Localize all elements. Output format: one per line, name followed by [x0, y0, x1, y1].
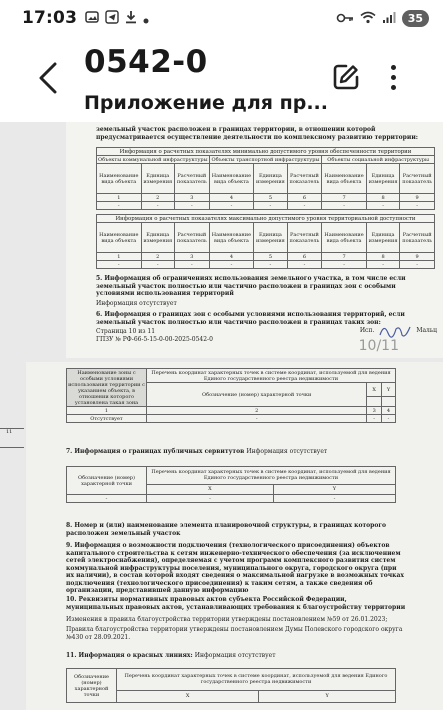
table-cell: 9 — [400, 253, 435, 261]
table-cell: - — [97, 261, 142, 269]
section-11-title: 11. Информация о красных линиях: — [66, 652, 193, 659]
point-header: Обозначение (номер) характерной точки — [67, 669, 117, 703]
table-cell: 2 — [141, 194, 174, 202]
table-cell: 8 — [366, 253, 399, 261]
signal-icon — [382, 9, 396, 28]
x-header: X — [117, 690, 259, 702]
column-header: Единица измерения — [141, 164, 174, 194]
gallery-icon — [85, 9, 99, 28]
column-header: Наименование вида объекта — [322, 223, 367, 253]
section-11-value: Информация отсутствует — [194, 652, 276, 659]
coords-header: Перечень координат характерных точек в системе координат, используемой для ведения Единого государственного реестра недвижимости — [147, 369, 396, 383]
table-cell: 2 — [141, 253, 174, 261]
table-cell: 1 — [67, 407, 147, 415]
intro-text: земельный участок расположен в границах территории, в отношении которой предусматривается осуществление деятельности по комплексному развитию территории: — [96, 126, 418, 141]
table-cell: - — [287, 261, 322, 269]
section-10-heading: 10. Реквизиты нормативных правовых актов субъекта Российской Федерации, муниципальных правовых актов, устанавливающих требования к благоустройству территории — [66, 596, 406, 611]
telegram-icon — [105, 9, 119, 28]
table-cell: - — [254, 202, 287, 210]
back-button[interactable] — [30, 60, 66, 96]
column-header: Единица измерения — [141, 223, 174, 253]
page-title: 0542-0 — [84, 44, 208, 80]
table-cell: - — [322, 202, 367, 210]
section-8-heading: 8. Номер и (или) наименование элемента планировочной структуры, в границах которого расположен земельный участок — [66, 522, 387, 537]
section-10-item: Правила благоустройства территории утверждены постановлением Думы Полевского городского округа №430 от 28.09.2021. — [66, 626, 403, 641]
table-cell: - — [366, 261, 399, 269]
edit-button[interactable] — [329, 60, 363, 94]
column-header: Единица измерения — [254, 164, 287, 194]
table-row — [97, 261, 435, 269]
document-viewer[interactable] — [0, 122, 443, 710]
table-cell: - — [141, 261, 174, 269]
key-icon — [336, 9, 354, 28]
table-cell: 7 — [322, 194, 367, 202]
section-10-item: Изменения в правила благоустройства территории утверждены постановлением №59 от 26.01.2023; — [66, 616, 388, 623]
underlying-page-fragment: 11 — [0, 428, 24, 448]
table-cell: 3 — [174, 194, 209, 202]
point-header: Обозначение (номер) характерной точки — [147, 383, 367, 407]
chevron-left-icon — [37, 62, 59, 94]
table-cell: 6 — [287, 253, 322, 261]
more-dot-icon — [391, 75, 396, 80]
table-row — [97, 253, 435, 261]
y-header: Y — [381, 383, 395, 397]
table-cell: Отсутствует — [67, 415, 147, 423]
table-cell: - — [174, 202, 209, 210]
table-caption: Информация о расчетных показателях минимально допустимого уровня обеспеченности территории — [97, 148, 435, 156]
table-cell: 1 — [97, 253, 142, 261]
wifi-icon — [360, 9, 376, 28]
table-cell: - — [322, 261, 367, 269]
column-header: Единица измерения — [254, 223, 287, 253]
section-9-heading: 9. Информация о возможности подключения (технологического присоединения) объектов капитального строительства к сетям инженерно-технического обеспечения (за исключением сетей электроснабжения), определяемая с учетом программ комплексного развития систем коммунальной инфраструктуры поселения, муниципального округа, городского округа (при их наличии), в состав которой входят сведения о максимальной нагрузке в возможных точках подключения (технологического присоединения) к таким сетям, а также сведения об организации, представившей данную информацию — [66, 542, 404, 594]
max-indicators-table — [96, 214, 435, 269]
x-header: X — [147, 484, 274, 494]
column-header: Расчетный показатель — [174, 223, 209, 253]
page-reference: Страница 10 из 11 — [96, 328, 156, 335]
column-header: Расчетный показатель — [174, 164, 209, 194]
document-page — [26, 362, 443, 710]
table-row — [97, 202, 435, 210]
x-header: X — [367, 383, 382, 397]
signer-label: Исп. — [359, 327, 375, 335]
table-cell: 4 — [209, 253, 254, 261]
table-cell: 4 — [381, 407, 395, 415]
table-group-header: Объекты коммунальной инфраструктуры — [98, 156, 208, 163]
edit-icon — [332, 63, 360, 91]
table-cell: - — [209, 261, 254, 269]
table-cell: 6 — [287, 194, 322, 202]
notification-icons — [85, 9, 149, 28]
table-row: - - - — [67, 495, 396, 503]
section-11-heading — [66, 652, 276, 660]
column-header: Наименование вида объекта — [322, 164, 367, 194]
table-cell: 9 — [400, 194, 435, 202]
coords-header: Перечень координат характерных точек в системе координат, используемой для ведения Единого государственного реестра недвижимости — [117, 669, 396, 691]
point-header: Обозначение (номер) характерной точки — [67, 467, 147, 495]
table-cell: - — [287, 202, 322, 210]
table-cell: 2 — [147, 407, 367, 415]
table-row — [67, 407, 396, 415]
dot-icon — [143, 9, 149, 28]
section-7-value: Информация отсутствует — [246, 448, 328, 455]
status-bar — [0, 0, 443, 36]
table-cell: - — [209, 202, 254, 210]
system-icons — [336, 9, 429, 28]
section-6-heading: 6. Информация о границах зон с особыми условиями использования территорий, если земельный участок полностью или частично расположен в границах таких зон: — [96, 311, 405, 326]
table-row — [97, 194, 435, 202]
column-header: Расчетный показатель — [400, 223, 435, 253]
table-cell: 5 — [254, 253, 287, 261]
table-cell: 4 — [209, 194, 254, 202]
table-caption: Информация о расчетных показателях максимально допустимого уровня территориальной доступности — [97, 215, 435, 223]
column-header: Наименование вида объекта — [209, 223, 254, 253]
column-header: Расчетный показатель — [400, 164, 435, 194]
table-cell: - — [174, 261, 209, 269]
section-5-value: Информация отсутствует — [96, 299, 177, 307]
table-cell: - — [366, 202, 399, 210]
table-group-header: Объекты социальной инфраструктуры — [322, 156, 435, 164]
page-subtitle: Приложение для пр... — [84, 92, 328, 114]
column-header: Наименование вида объекта — [97, 164, 142, 194]
download-icon — [125, 9, 137, 28]
servitudes-table — [66, 466, 396, 503]
zones-coordinates-table — [66, 368, 396, 423]
table-group-header: Объекты транспортной инфраструктуры — [209, 156, 322, 164]
gpzu-number: ГПЗУ № РФ-66-5-15-0-00-2025-0542-0 — [96, 335, 213, 343]
section-7-title: 7. Информация о границах публичных сервитутов — [66, 448, 245, 455]
zone-name-header: Наименование зоны с особыми условиями использования территории с указанием объекта, в отношении которого установлена такая зона — [68, 369, 145, 406]
y-header: Y — [259, 690, 396, 702]
table-cell: 7 — [322, 253, 367, 261]
red-lines-table — [66, 668, 396, 703]
app-header — [0, 36, 443, 122]
table-cell: 1 — [97, 194, 142, 202]
table-cell: - — [254, 261, 287, 269]
more-dot-icon — [391, 85, 396, 90]
table-cell: - — [400, 202, 435, 210]
column-header: Расчетный показатель — [287, 164, 322, 194]
column-header: Единица измерения — [366, 223, 399, 253]
y-header: Y — [273, 484, 395, 494]
coords-header: Перечень координат характерных точек в системе координат, используемой для ведения Единого государственного реестра недвижимости — [147, 467, 396, 485]
column-header: Расчетный показатель — [287, 223, 322, 253]
column-header: Наименование вида объекта — [97, 223, 142, 253]
section-5-heading: 5. Информация об ограничениях использования земельного участка, в том числе если земельный участок полностью или частично расположен в границах зон с особыми условиями использования территорий — [96, 275, 406, 297]
more-options-button[interactable] — [382, 60, 404, 94]
table-cell: - — [97, 202, 142, 210]
page-stamp: 10/11 — [358, 338, 399, 354]
document-page — [66, 122, 443, 358]
battery-indicator: 35 — [402, 10, 429, 27]
table-cell: 3 — [367, 407, 382, 415]
more-dot-icon — [391, 65, 396, 70]
table-row: Отсутствует - - - — [67, 415, 396, 423]
table-cell: 3 — [174, 253, 209, 261]
min-indicators-table — [96, 147, 435, 210]
table-cell: - — [141, 202, 174, 210]
column-header: Наименование вида объекта — [209, 164, 254, 194]
table-cell: - — [400, 261, 435, 269]
signer-name: Мальц — [416, 327, 437, 335]
table-cell: 5 — [254, 194, 287, 202]
status-time: 17:03 — [22, 8, 78, 28]
column-header: Единица измерения — [366, 164, 399, 194]
table-cell: 8 — [366, 194, 399, 202]
section-7-heading — [66, 448, 327, 456]
